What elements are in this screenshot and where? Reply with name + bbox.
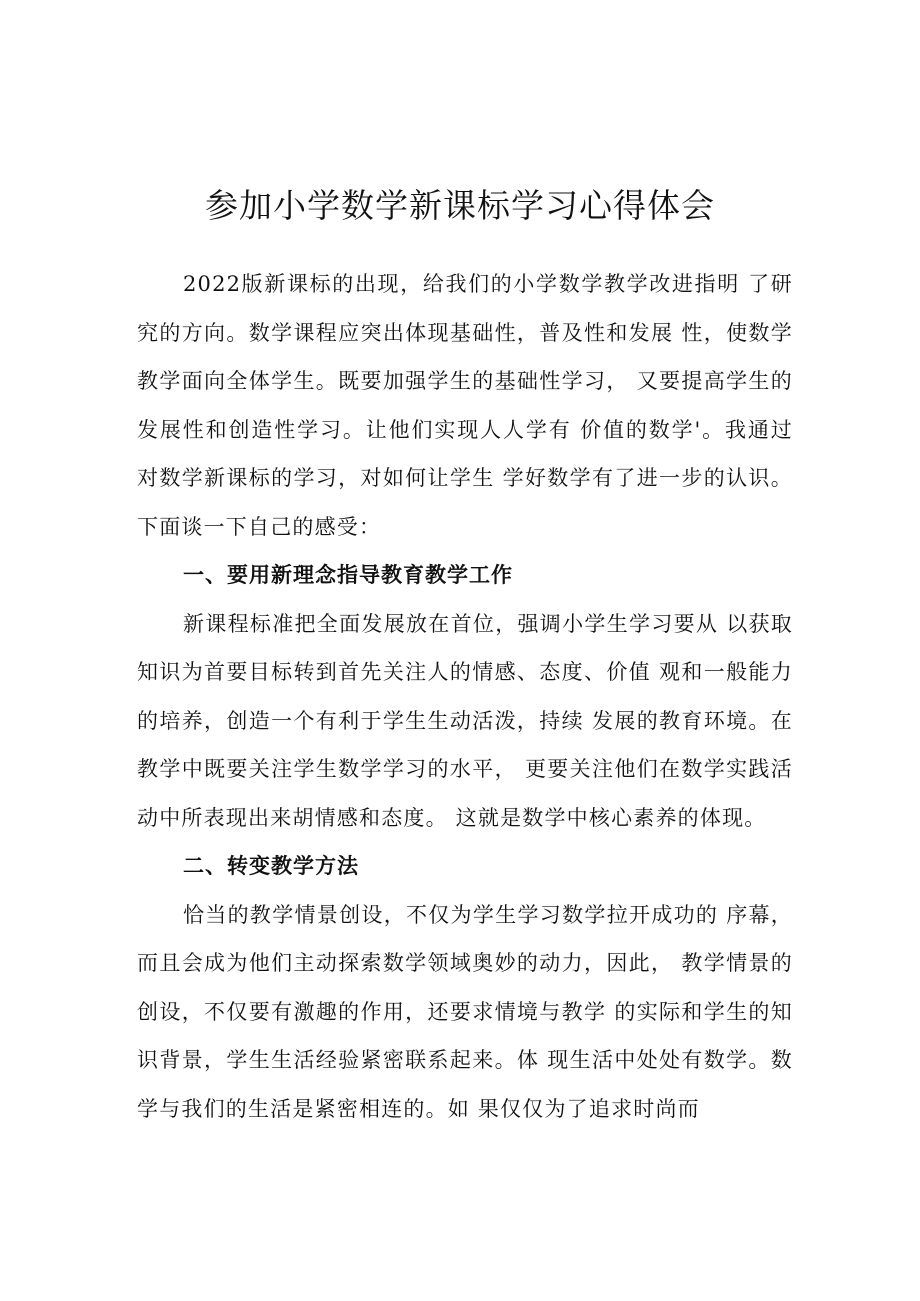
section-heading-1: 一、要用新理念指导教育教学工作	[183, 563, 513, 587]
paragraph-intro: 2022版新课标的出现，给我们的小学数学教学改进指明 了研究的方向。数学课程应突出体现基础性，普及性和发展 性，使数学教学面向全体学生。既要加强学生的基础性学习， 又要提高学生的发展性和创造性学习。让他们实现人人学有 价值的数学'。我通过对数学新课标的学习，对如何让学生 学好数学有了进一步的认识。下面谈一下自己的感受：	[137, 272, 793, 539]
document-body	[137, 260, 793, 1133]
document-title: 参加小学数学新课标学习心得体会	[205, 186, 715, 226]
section-heading-2: 二、转变教学方法	[183, 854, 359, 878]
paragraph-section-2: 恰当的教学情景创设，不仅为学生学习数学拉开成功的 序幕，而且会成为他们主动探索数学领域奥妙的动力，因此， 教学情景的创设，不仅要有激趣的作用，还要求情境与教学 的实际和学生的知识背景，学生生活经验紧密联系起来。体 现生活中处处有数学。数学与我们的生活是紧密相连的。如 果仅仅为了追求时尚而	[137, 902, 793, 1121]
paragraph-section-1: 新课程标准把全面发展放在首位，强调小学生学习要从 以获取知识为首要目标转到首先关注人的情感、态度、价值 观和一般能力的培养，创造一个有利于学生生动活泼，持续 发展的教育环境。在教学中既要关注学生数学学习的水平， 更要关注他们在数学实践活动中所表现出来胡情感和态度。 这就是数学中核心素养的体现。	[137, 611, 793, 830]
